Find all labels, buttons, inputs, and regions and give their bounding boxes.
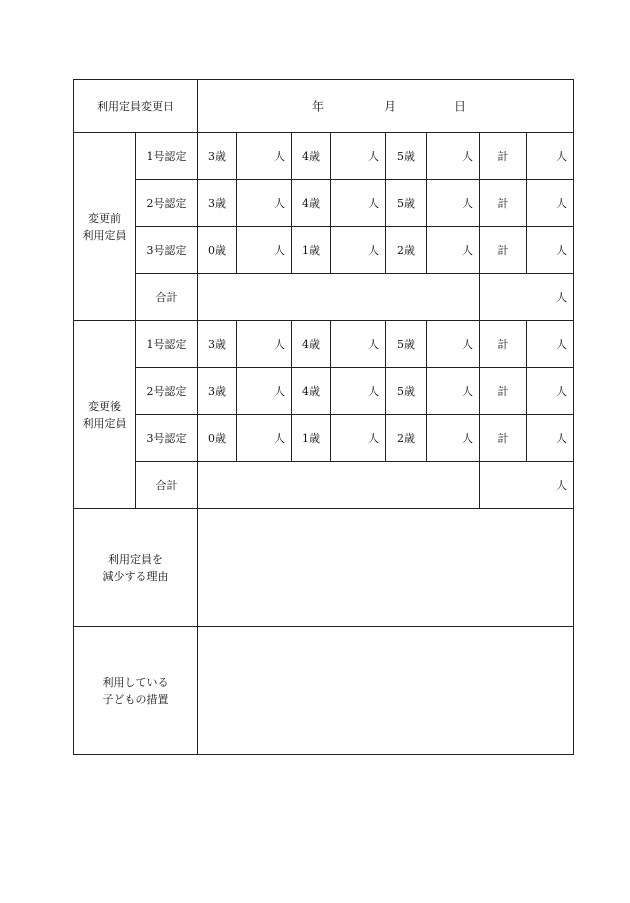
cert-type-label: 3号認定	[136, 227, 198, 274]
age-label: 0歳	[198, 415, 237, 462]
measures-field[interactable]	[198, 627, 574, 755]
change-date-label: 利用定員変更日	[74, 80, 198, 133]
subtotal-label: 計	[480, 368, 527, 415]
before-row-3	[74, 227, 574, 274]
age-label: 1歳	[292, 227, 331, 274]
count-field[interactable]: 人	[331, 415, 386, 462]
measures-row	[74, 627, 574, 755]
subtotal-field[interactable]: 人	[527, 321, 574, 368]
day-unit: 日	[454, 99, 467, 114]
count-field[interactable]: 人	[427, 227, 480, 274]
total-blank	[198, 462, 480, 509]
reason-field[interactable]	[198, 509, 574, 627]
after-row-2	[74, 368, 574, 415]
age-label: 2歳	[386, 415, 427, 462]
count-field[interactable]: 人	[237, 368, 292, 415]
cert-type-label: 2号認定	[136, 368, 198, 415]
count-field[interactable]: 人	[331, 180, 386, 227]
before-row-2	[74, 180, 574, 227]
count-field[interactable]: 人	[237, 227, 292, 274]
count-field[interactable]: 人	[427, 415, 480, 462]
subtotal-label: 計	[480, 180, 527, 227]
count-field[interactable]: 人	[331, 227, 386, 274]
count-field[interactable]: 人	[427, 321, 480, 368]
cert-type-label: 1号認定	[136, 321, 198, 368]
total-field[interactable]: 人	[480, 274, 574, 321]
count-field[interactable]: 人	[331, 321, 386, 368]
before-capacity-label: 変更前 利用定員	[74, 133, 136, 321]
count-field[interactable]: 人	[427, 368, 480, 415]
cert-type-label: 3号認定	[136, 415, 198, 462]
age-label: 4歳	[292, 133, 331, 180]
count-field[interactable]: 人	[237, 133, 292, 180]
age-label: 5歳	[386, 133, 427, 180]
reason-label: 利用定員を 減少する理由	[74, 509, 198, 627]
total-field[interactable]: 人	[480, 462, 574, 509]
subtotal-field[interactable]: 人	[527, 368, 574, 415]
subtotal-label: 計	[480, 321, 527, 368]
age-label: 2歳	[386, 227, 427, 274]
count-field[interactable]: 人	[237, 180, 292, 227]
after-row-3	[74, 415, 574, 462]
total-label: 合計	[136, 462, 198, 509]
total-label: 合計	[136, 274, 198, 321]
subtotal-label: 計	[480, 415, 527, 462]
age-label: 3歳	[198, 321, 237, 368]
after-total-row	[74, 462, 574, 509]
subtotal-field[interactable]: 人	[527, 415, 574, 462]
subtotal-field[interactable]: 人	[527, 133, 574, 180]
month-unit: 月	[384, 99, 397, 114]
cert-type-label: 1号認定	[136, 133, 198, 180]
measures-label: 利用している 子どもの措置	[74, 627, 198, 755]
change-date-field[interactable]	[198, 80, 574, 133]
age-label: 5歳	[386, 321, 427, 368]
age-label: 4歳	[292, 368, 331, 415]
before-row-1	[74, 133, 574, 180]
age-label: 4歳	[292, 321, 331, 368]
age-label: 3歳	[198, 368, 237, 415]
total-blank	[198, 274, 480, 321]
age-label: 4歳	[292, 180, 331, 227]
count-field[interactable]: 人	[331, 133, 386, 180]
after-capacity-label: 変更後 利用定員	[74, 321, 136, 509]
cert-type-label: 2号認定	[136, 180, 198, 227]
subtotal-label: 計	[480, 133, 527, 180]
age-label: 5歳	[386, 368, 427, 415]
count-field[interactable]: 人	[427, 180, 480, 227]
subtotal-field[interactable]: 人	[527, 227, 574, 274]
subtotal-field[interactable]: 人	[527, 180, 574, 227]
year-unit: 年	[312, 99, 325, 114]
age-label: 5歳	[386, 180, 427, 227]
age-label: 0歳	[198, 227, 237, 274]
after-row-1	[74, 321, 574, 368]
age-label: 3歳	[198, 133, 237, 180]
age-label: 1歳	[292, 415, 331, 462]
subtotal-label: 計	[480, 227, 527, 274]
count-field[interactable]: 人	[237, 321, 292, 368]
age-label: 3歳	[198, 180, 237, 227]
reason-row	[74, 509, 574, 627]
before-total-row	[74, 274, 574, 321]
capacity-change-form	[73, 79, 574, 755]
count-field[interactable]: 人	[331, 368, 386, 415]
count-field[interactable]: 人	[427, 133, 480, 180]
count-field[interactable]: 人	[237, 415, 292, 462]
